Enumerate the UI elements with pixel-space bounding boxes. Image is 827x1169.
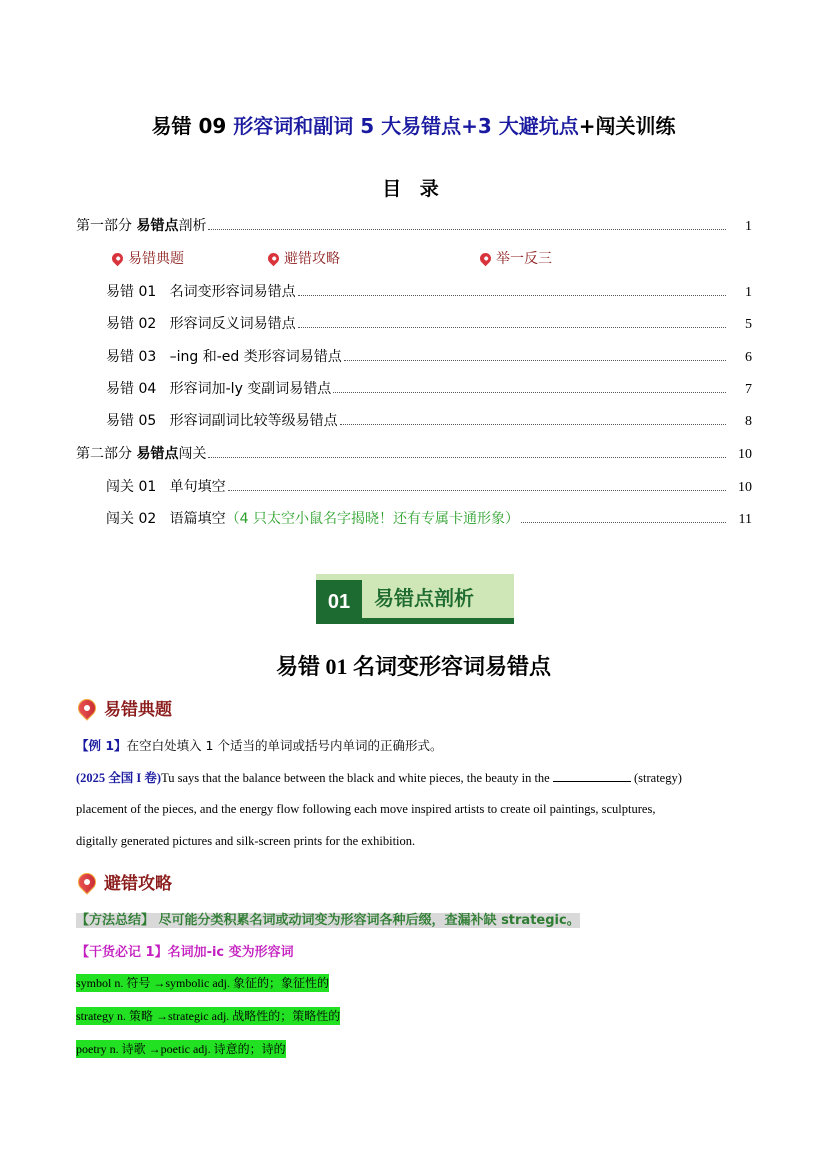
title-prefix: 易错 09 [151, 114, 227, 138]
badge-label: 易错点剖析 [374, 586, 474, 610]
word-pair-1: symbol n. 符号 →symbolic adj. 象征的；象征性的 [76, 976, 329, 990]
tip-heading: 【干货必记 1】名词加-ic 变为形容词 [76, 945, 294, 960]
example-heading: 易错典题 [78, 695, 172, 720]
location-pin-icon [74, 869, 99, 894]
example-line-3: digitally generated pictures and silk-screen prints for the exhibition. [76, 834, 416, 848]
location-pin-icon [74, 695, 99, 720]
toc-pin-strategy[interactable]: 避错攻略 [268, 248, 340, 268]
toc-challenge-note: （4 只太空小鼠名字揭晓！还有专属卡通形象） [225, 511, 519, 527]
toc-challenge-1[interactable]: 闯关 01 单句填空 10 [106, 479, 752, 495]
toc-challenge-2[interactable]: 闯关 02 语篇填空（4 只太空小鼠名字揭晓！还有专属卡通形象） 11 [106, 511, 752, 527]
toc-item-1[interactable]: 易错 01 名词变形容词易错点 1 [106, 284, 752, 300]
toc-part1[interactable]: 第一部分 易错点剖析 1 [76, 218, 752, 234]
toc-part2[interactable]: 第二部分 易错点闯关 10 [76, 446, 752, 462]
toc-pin-example[interactable]: 易错典题 [112, 248, 184, 268]
word-pair-3: poetry n. 诗歌 →poetic adj. 诗意的；诗的 [76, 1042, 286, 1056]
example-line-1: (2025 全国 I 卷)Tu says that the balance between the black and white pieces, the beauty in the (strategy) [76, 771, 682, 785]
badge-number: 01 [316, 580, 362, 624]
leader-dots [208, 229, 726, 230]
title-suffix: +闯关训练 [578, 114, 676, 138]
toc-item-5[interactable]: 易错 05 形容词副词比较等级易错点 8 [106, 413, 752, 429]
word-pair-2: strategy n. 策略 →strategic adj. 战略性的；策略性的 [76, 1009, 341, 1023]
strategy-heading: 避错攻略 [78, 869, 172, 894]
toc-item-4[interactable]: 易错 04 形容词加-ly 变副词易错点 7 [106, 381, 752, 397]
location-pin-icon [478, 250, 494, 266]
toc-page-number: 1 [745, 219, 752, 234]
location-pin-icon [266, 250, 282, 266]
document-title [0, 110, 827, 139]
toc-item-3[interactable]: 易错 03 –ing 和-ed 类形容词易错点 6 [106, 349, 752, 365]
title-topic: 形容词和副词 5 大易错点+3 大避坑点 [233, 114, 579, 138]
method-summary: 【方法总结】 尽可能分类积累名词或动词变为形容词各种后缀，查漏补缺 strategic。 [76, 913, 580, 928]
example-line-2: placement of the pieces, and the energy flow following each move inspired artists to create oil paintings, sculptures, [76, 802, 656, 816]
badge-underline [362, 618, 514, 624]
toc-item-2[interactable]: 易错 02 形容词反义词易错点 5 [106, 316, 752, 332]
section-title: 易错 01 名词变形容词易错点 [275, 654, 551, 679]
method-answer: strategic [501, 913, 567, 928]
location-pin-icon [110, 250, 126, 266]
example-prompt: 【例 1】在空白处填入 1 个适当的单词或括号内单词的正确形式。 [76, 738, 443, 753]
section-badge [316, 574, 514, 624]
toc-heading: 目 录 [382, 178, 445, 200]
answer-blank[interactable] [553, 771, 631, 782]
toc-pin-practice[interactable]: 举一反三 [480, 248, 552, 268]
